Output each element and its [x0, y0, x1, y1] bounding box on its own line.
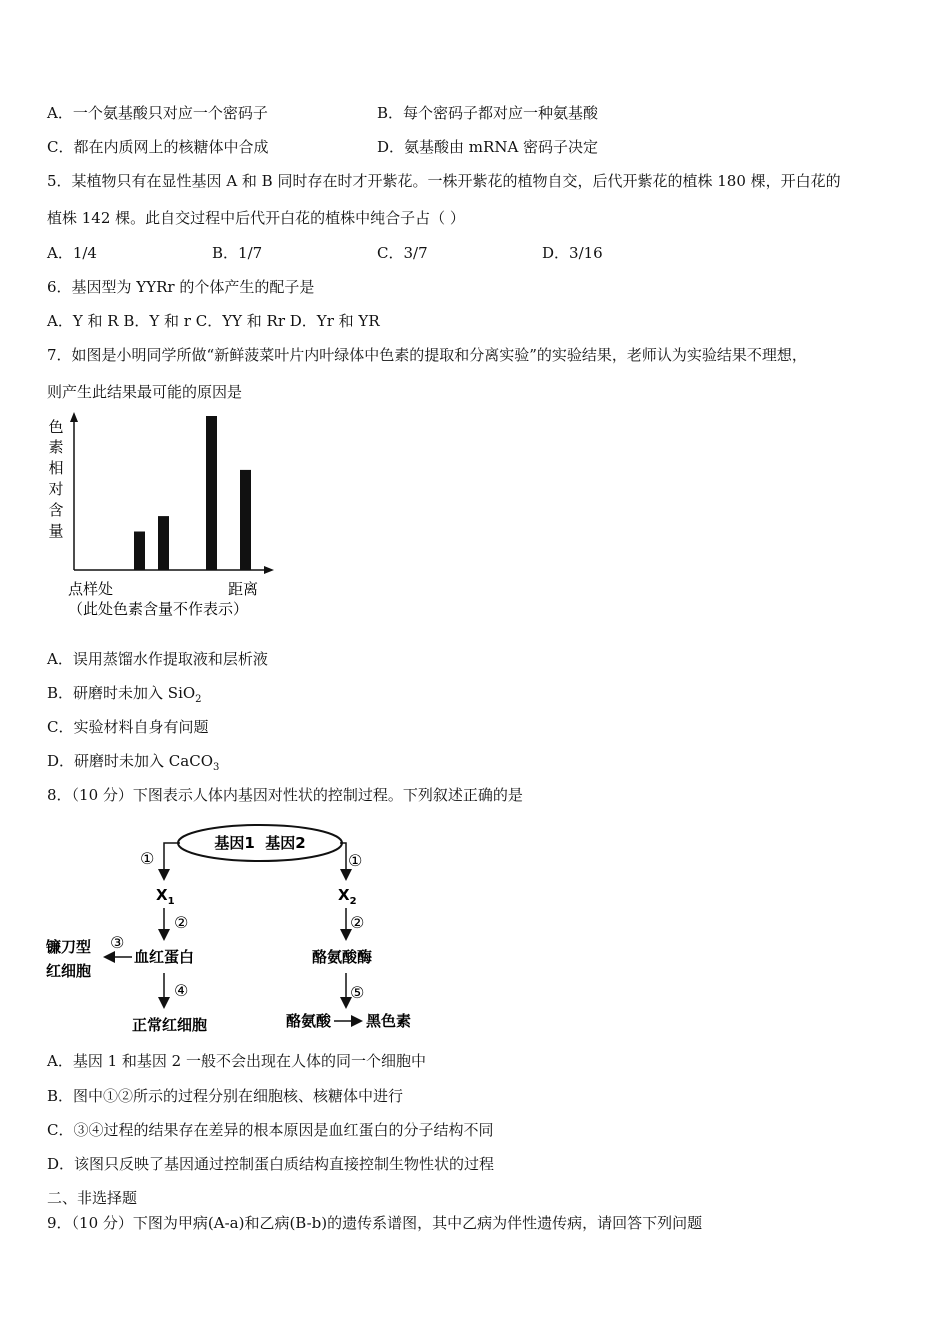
pigment-bar-4: [240, 470, 251, 570]
q7-option-d-sub: 3: [213, 762, 220, 773]
pigment-bar-1: [134, 532, 145, 571]
q8-option-b: B．图中①②所示的过程分别在细胞核、核糖体中进行: [47, 1087, 404, 1105]
q7-stem-line2: 则产生此结果最可能的原因是: [47, 383, 243, 401]
x1-label: [156, 886, 175, 907]
melanin-label: 黑色素: [366, 1012, 412, 1030]
y-label-char-4: 对: [48, 480, 64, 498]
q4-option-d: D．氨基酸由 mRNA 密码子决定: [377, 138, 599, 156]
q5-stem-line1: 5．某植物只有在显性基因 A 和 B 同时存在时才开紫花。一株开紫花的植物自交，后代开紫花的植株 180 棵，开白花的: [47, 172, 841, 190]
q6-options: A．Y 和 R B．Y 和 r C．YY 和 Rr D．Yr 和 YR: [47, 312, 380, 330]
pigment-chart: [40, 410, 290, 625]
section-heading: 二、非选择题: [47, 1189, 138, 1207]
q8-option-c: C．③④过程的结果存在差异的根本原因是血红蛋白的分子结构不同: [47, 1121, 494, 1139]
right-step-1: ①: [348, 851, 363, 870]
y-label-char-6: 量: [48, 522, 64, 540]
q5-option-c: C．3/7: [377, 244, 428, 262]
x2-text: X: [338, 886, 350, 904]
q7-option-b: [47, 683, 202, 710]
y-label-char-5: 含: [48, 501, 64, 519]
sickle-cell-line2: 红细胞: [46, 962, 92, 980]
genes-label: 基因1 基因2: [214, 834, 306, 852]
q7-option-c: C．实验材料自身有问题: [47, 718, 209, 736]
left-step-2: ②: [174, 913, 189, 932]
x1-sub: 1: [167, 896, 175, 907]
q5-option-b: B．1/7: [212, 244, 263, 262]
sickle-cell-line1: 镰刀型: [46, 938, 92, 956]
tyrosine-label: 酪氨酸: [286, 1012, 332, 1030]
q7-option-d: [47, 751, 219, 778]
q7-stem-line1: 7．如图是小明同学所做“新鲜菠菜叶片内叶绿体中色素的提取和分离实验”的实验结果，老师认为实验结果不理想，: [47, 346, 807, 364]
q8-option-a: A．基因 1 和基因 2 一般不会出现在人体的同一个细胞中: [47, 1052, 426, 1070]
x2-label: [338, 886, 357, 907]
step-3: ③: [110, 933, 125, 952]
x2-sub: 2: [349, 896, 357, 907]
y-axis-arrow: [70, 412, 78, 422]
q8-option-d: D．该图只反映了基因通过控制蛋白质结构直接控制生物性状的过程: [47, 1155, 495, 1173]
q7-option-b-text: B．研磨时未加入 SiO: [47, 684, 196, 702]
q9-stem: 9．（10 分）下图为甲病(A-a)和乙病(B-b)的遗传系谱图，其中乙病为伴性遗传病，请回答下列问题: [47, 1214, 703, 1232]
left-arrow-1: [164, 843, 180, 878]
chart-note: （此处色素含量不作表示）: [68, 600, 249, 618]
gene-control-diagram: [40, 820, 440, 1040]
step-4: ④: [174, 981, 189, 1000]
right-step-2: ②: [350, 913, 365, 932]
y-label-char-3: 相: [48, 459, 64, 477]
y-label-char-2: 素: [48, 438, 64, 456]
step-5: ⑤: [350, 983, 365, 1002]
q4-option-a: A．一个氨基酸只对应一个密码子: [47, 104, 268, 122]
q5-stem-line2: 植株 142 棵。此自交过程中后代开白花的植株中纯合子占（ ）: [47, 209, 465, 227]
x1-text: X: [156, 886, 168, 904]
y-label-char-1: 色: [48, 418, 64, 436]
normal-rbc-label: 正常红细胞: [132, 1016, 208, 1034]
q5-option-a: A．1/4: [47, 244, 97, 262]
q4-option-b: B．每个密码子都对应一种氨基酸: [377, 104, 599, 122]
q5-option-d: D．3/16: [542, 244, 603, 262]
x-label-distance: 距离: [228, 580, 259, 598]
q6-stem: 6．基因型为 YYRr 的个体产生的配子是: [47, 278, 315, 296]
right-arrow-1: [340, 843, 346, 878]
bars: [134, 416, 251, 570]
q7-option-a: A．误用蒸馏水作提取液和层析液: [47, 650, 268, 668]
y-axis-label: [48, 418, 63, 540]
left-step-1: ①: [140, 849, 155, 868]
q7-option-b-sub: 2: [195, 694, 202, 705]
q4-option-c: C．都在内质网上的核糖体中合成: [47, 138, 269, 156]
x-axis-arrow: [264, 566, 274, 574]
pigment-bar-2: [158, 516, 169, 570]
hemoglobin-label: 血红蛋白: [134, 948, 195, 966]
q8-stem: 8．（10 分）下图表示人体内基因对性状的控制过程。下列叙述正确的是: [47, 786, 523, 804]
tyrosinase-label: 酪氨酸酶: [312, 948, 373, 966]
x-label-origin: 点样处: [68, 580, 114, 598]
q7-option-d-text: D．研磨时未加入 CaCO: [47, 752, 213, 770]
pigment-bar-3: [206, 416, 217, 570]
